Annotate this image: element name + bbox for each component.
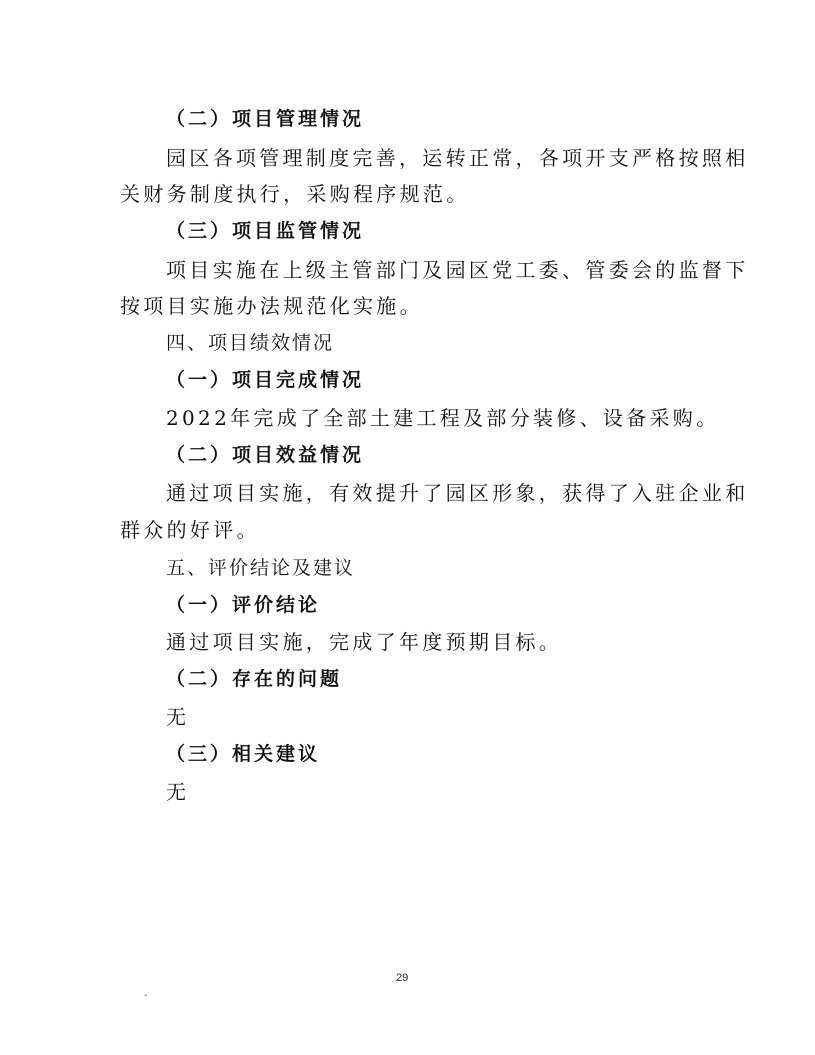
section-heading-benefits: （二）项目效益情况 [166, 444, 365, 466]
paragraph-line: 群众的好评。 [120, 518, 260, 542]
paragraph-line: 无 [166, 780, 190, 804]
paragraph-line: 园区各项管理制度完善，运转正常，各项开支严格按照相 [166, 146, 749, 170]
paragraph-line: 无 [166, 705, 190, 729]
section-heading-existing-problems: （二）存在的问题 [166, 668, 343, 690]
paragraph-line: 关财务制度执行，采购程序规范。 [120, 182, 470, 206]
paragraph-line: 通过项目实施，有效提升了园区形象，获得了入驻企业和 [166, 481, 749, 505]
paragraph-line: 项目实施在上级主管部门及园区党工委、管委会的监督下 [166, 258, 749, 282]
section-heading-related-suggestions: （三）相关建议 [166, 743, 321, 765]
section-heading-evaluation-conclusion: （一）评价结论 [166, 594, 321, 616]
section-heading-completion: （一）项目完成情况 [166, 369, 365, 391]
section-heading-project-management: （二）项目管理情况 [166, 108, 365, 130]
paragraph-line: 按项目实施办法规范化实施。 [120, 294, 423, 318]
page-number: 29 [396, 972, 409, 984]
section-heading-project-supervision: （三）项目监管情况 [166, 220, 365, 242]
section-heading-performance: 四、项目绩效情况 [166, 332, 335, 354]
paragraph-line: 2022年完成了全部土建工程及部分装修、设备采购。 [166, 406, 720, 430]
footer-mark: - [144, 990, 148, 1001]
paragraph-line: 通过项目实施，完成了年度预期目标。 [166, 630, 563, 654]
section-heading-conclusion-and-suggestions: 五、评价结论及建议 [166, 557, 356, 579]
